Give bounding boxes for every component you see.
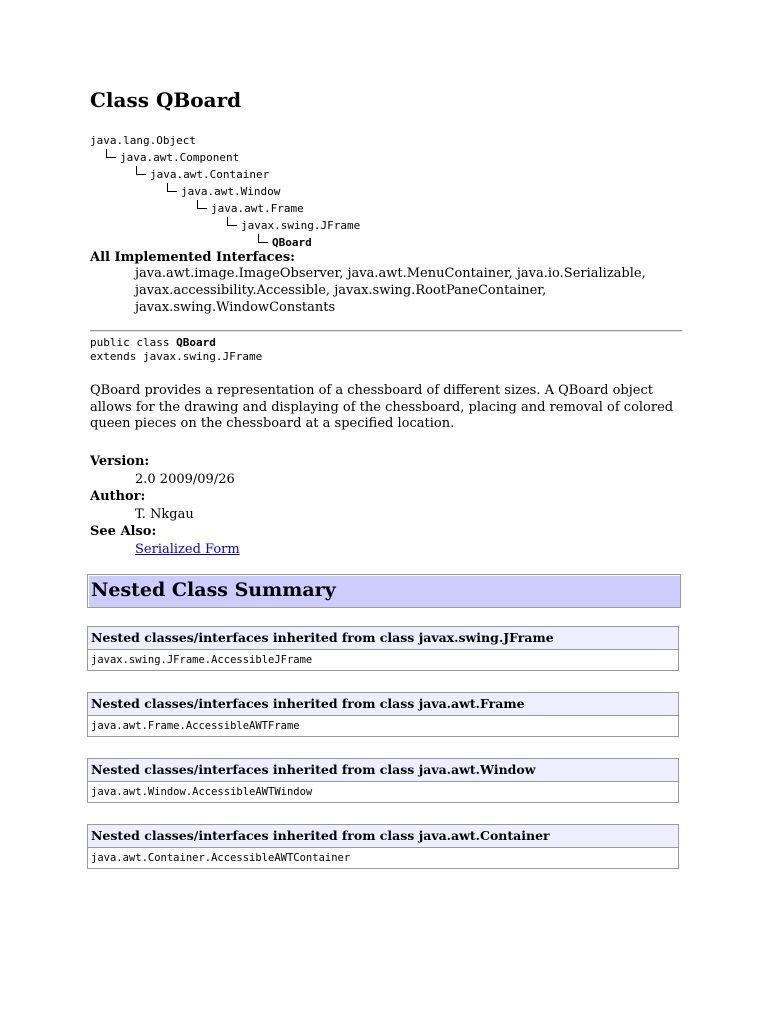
tree-corner-icon <box>197 200 207 209</box>
hierarchy-label: java.awt.Window <box>181 185 281 198</box>
hierarchy-label: javax.swing.JFrame <box>241 219 361 232</box>
interfaces-line: java.awt.image.ImageObserver, java.awt.MenuContainer, java.io.Serializable, <box>135 266 646 281</box>
tree-corner-icon <box>167 183 177 192</box>
signature-extends: extends javax.swing.JFrame <box>90 350 263 363</box>
class-signature <box>90 336 262 364</box>
signature-line <box>90 336 262 350</box>
tree-corner-icon <box>136 166 146 175</box>
serialized-form-link[interactable]: Serialized Form <box>135 541 240 557</box>
nested-group-value: java.awt.Window.AccessibleAWTWindow <box>87 782 679 803</box>
hierarchy-label: java.awt.Component <box>120 151 240 164</box>
nested-group <box>87 824 679 869</box>
tree-corner-icon <box>258 234 268 243</box>
see-also-label: See Also: <box>90 524 157 539</box>
page-title: Class QBoard <box>90 88 242 112</box>
version-value: 2.0 2009/09/26 <box>135 471 235 487</box>
tree-corner-icon <box>106 149 116 158</box>
nested-group-value: java.awt.Container.AccessibleAWTContainer <box>87 848 679 869</box>
version-label: Version: <box>90 454 150 469</box>
hierarchy-label: java.awt.Container <box>150 168 270 181</box>
nested-group <box>87 758 679 803</box>
nested-group-header: Nested classes/interfaces inherited from class javax.swing.JFrame <box>87 626 679 650</box>
class-description: QBoard provides a representation of a chessboard of different sizes. A QBoard object allows for the drawing and displaying of the chessboard, placing and removal of colored queen pieces on the chessboard at a specified location. <box>90 383 674 431</box>
hierarchy-label: QBoard <box>272 236 312 249</box>
author-label: Author: <box>90 489 146 504</box>
hierarchy-item <box>227 217 360 234</box>
section-title: Nested Class Summary <box>91 579 336 601</box>
nested-group-header: Nested classes/interfaces inherited from class java.awt.Window <box>87 758 679 782</box>
author-value: T. Nkgau <box>135 506 194 522</box>
hierarchy-label: java.lang.Object <box>90 134 196 147</box>
hierarchy-label: java.awt.Frame <box>211 202 304 215</box>
signature-prefix: public class <box>90 336 177 349</box>
hierarchy-item <box>167 183 280 200</box>
hierarchy-item <box>106 149 239 166</box>
interfaces-line: javax.accessibility.Accessible, javax.swing.RootPaneContainer, <box>135 283 547 298</box>
interfaces-list <box>90 265 682 316</box>
nested-group-value: java.awt.Frame.AccessibleAWTFrame <box>87 716 679 737</box>
signature-class-name: QBoard <box>176 336 216 349</box>
nested-group <box>87 692 679 737</box>
nested-group <box>87 626 679 671</box>
class-metadata <box>90 453 682 558</box>
hierarchy-item <box>90 132 196 149</box>
implemented-interfaces <box>90 250 682 316</box>
hierarchy-item <box>197 200 304 217</box>
nested-group-value: javax.swing.JFrame.AccessibleJFrame <box>87 650 679 671</box>
see-also-value <box>90 541 682 559</box>
nested-group-header: Nested classes/interfaces inherited from class java.awt.Frame <box>87 692 679 716</box>
interfaces-label: All Implemented Interfaces: <box>90 250 295 265</box>
divider <box>90 330 682 332</box>
tree-corner-icon <box>227 217 237 226</box>
hierarchy-item <box>136 166 269 183</box>
nested-group-header: Nested classes/interfaces inherited from class java.awt.Container <box>87 824 679 848</box>
hierarchy-item-current <box>258 234 312 251</box>
interfaces-line: javax.swing.WindowConstants <box>135 300 336 315</box>
nested-class-summary-header <box>87 574 681 608</box>
